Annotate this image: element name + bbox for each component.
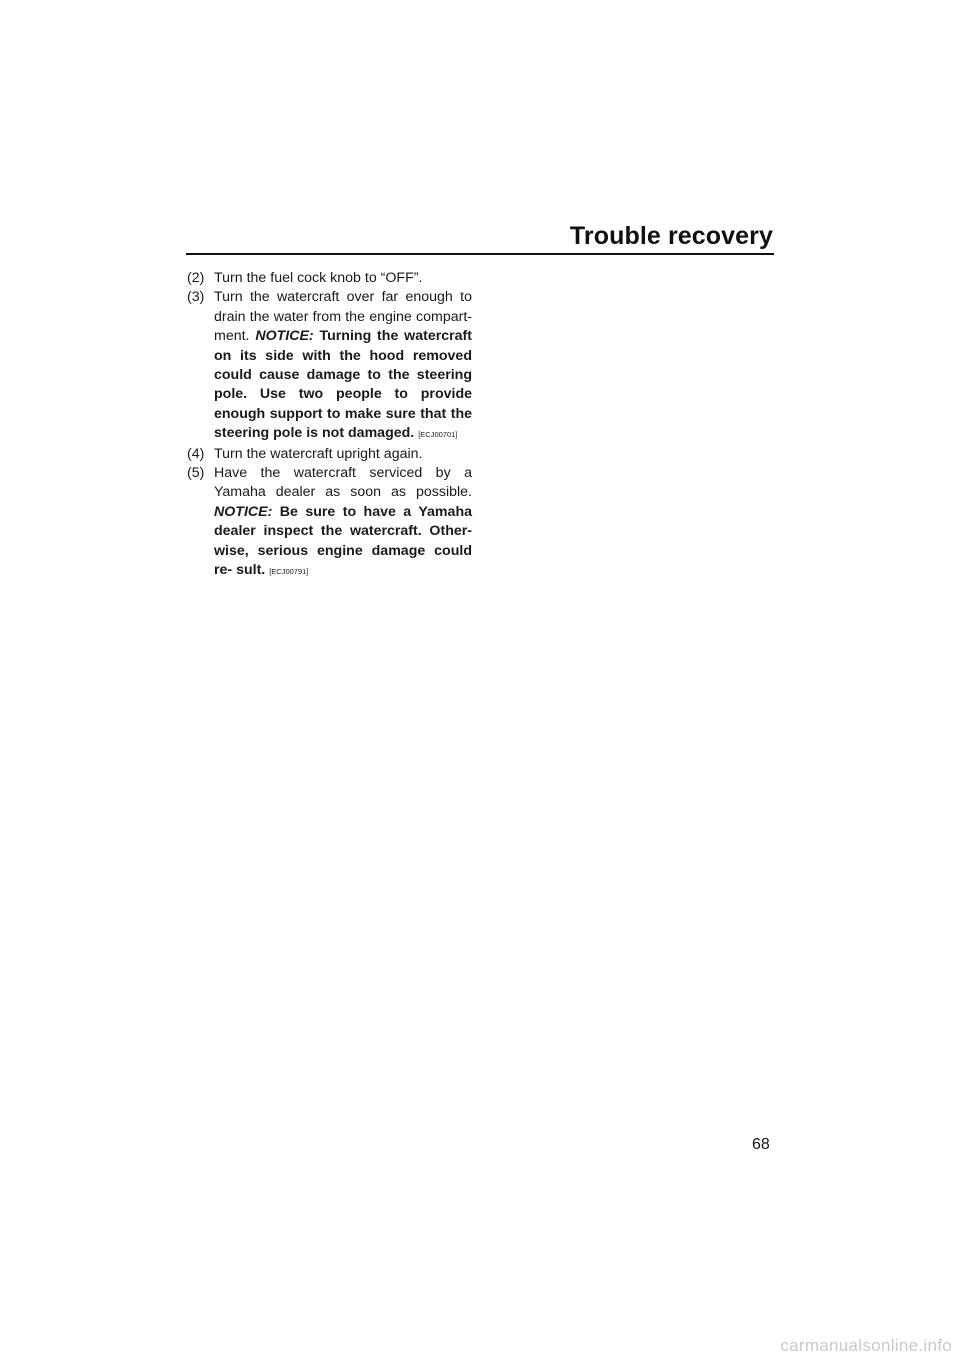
- step-text: Turn the watercraft over far enough to drain the water from the engine compart- ment.: [214, 289, 472, 345]
- notice-text: Be sure to have a Yamaha dealer inspect the watercraft. Other- wise, serious engine damage could re- sult.: [214, 503, 472, 579]
- notice-label: NOTICE:: [214, 503, 273, 520]
- step-3: [187, 288, 472, 444]
- title-rule: [186, 253, 774, 255]
- step-5: [187, 464, 472, 581]
- step-text: Turn the fuel cock knob to “OFF”.: [214, 270, 423, 286]
- step-text: Have the watercraft serviced by a Yamaha dealer as soon as possible.: [214, 465, 472, 501]
- notice-label: NOTICE:: [255, 328, 314, 345]
- step-text: Turn the watercraft upright again.: [214, 445, 423, 462]
- reference-code: [ECJ00791]: [269, 567, 309, 577]
- step-2: [187, 269, 472, 288]
- notice-text: Turning the watercraft on its side with the hood removed could cause damage to the steering pole. Use two people to provide enough support to make sure that the steering pole is not damaged.: [214, 328, 472, 442]
- step-number: (5): [187, 465, 205, 482]
- step-number: (4): [187, 445, 205, 462]
- step-number: (3): [187, 289, 205, 306]
- page-title: Trouble recovery: [569, 222, 773, 250]
- reference-code: [ECJ00701]: [418, 430, 458, 440]
- step-4: [187, 445, 472, 464]
- main-content: [187, 269, 472, 582]
- watermark: carmanualsonline.info: [780, 1336, 952, 1355]
- step-number: (2): [187, 270, 205, 286]
- page-number: 68: [752, 1136, 770, 1153]
